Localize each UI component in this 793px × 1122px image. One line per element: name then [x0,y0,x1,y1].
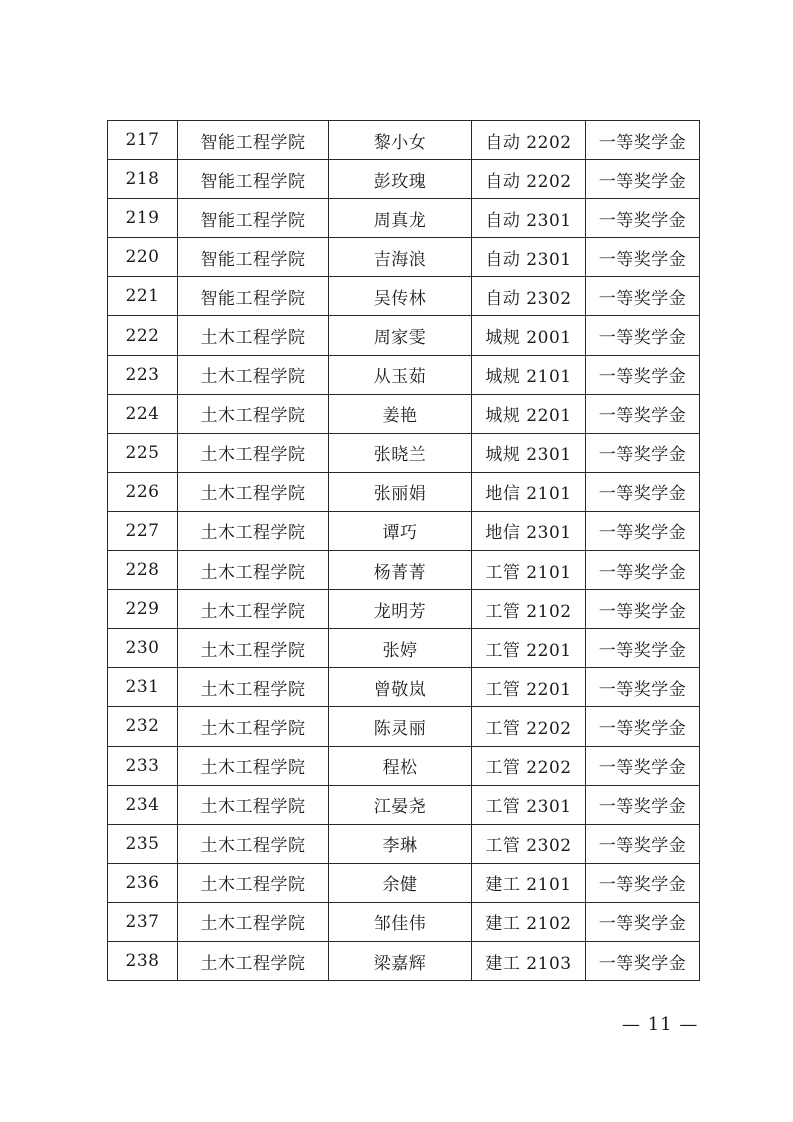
row-number-cell: 231 [108,668,178,707]
award-cell: 一等奖学金 [586,668,700,707]
student-name-cell: 姜艳 [329,394,472,433]
award-cell: 一等奖学金 [586,785,700,824]
award-cell: 一等奖学金 [586,551,700,590]
student-name-cell: 从玉茹 [329,355,472,394]
student-name-cell: 陈灵丽 [329,707,472,746]
class-cell: 工管 2101 [472,551,586,590]
student-name-cell: 江晏尧 [329,785,472,824]
class-cell: 工管 2202 [472,707,586,746]
college-cell: 土木工程学院 [178,472,329,511]
scholarship-list-table [107,120,700,981]
award-cell: 一等奖学金 [586,316,700,355]
row-number-cell: 225 [108,433,178,472]
row-number-cell: 238 [108,941,178,980]
college-cell: 土木工程学院 [178,629,329,668]
award-cell: 一等奖学金 [586,863,700,902]
row-number-cell: 220 [108,238,178,277]
table-row [108,277,700,316]
student-name-cell: 程松 [329,746,472,785]
college-cell: 土木工程学院 [178,902,329,941]
row-number-cell: 235 [108,824,178,863]
student-name-cell: 张丽娟 [329,472,472,511]
class-cell: 地信 2101 [472,472,586,511]
college-cell: 土木工程学院 [178,707,329,746]
row-number-cell: 218 [108,160,178,199]
college-cell: 土木工程学院 [178,746,329,785]
student-name-cell: 龙明芳 [329,590,472,629]
student-name-cell: 李琳 [329,824,472,863]
student-name-cell: 周家雯 [329,316,472,355]
college-cell: 土木工程学院 [178,941,329,980]
table-row [108,472,700,511]
college-cell: 土木工程学院 [178,590,329,629]
student-name-cell: 张婷 [329,629,472,668]
row-number-cell: 226 [108,472,178,511]
class-cell: 工管 2302 [472,824,586,863]
table-row [108,394,700,433]
table-row [108,511,700,550]
table-row [108,902,700,941]
college-cell: 智能工程学院 [178,277,329,316]
award-cell: 一等奖学金 [586,511,700,550]
award-cell: 一等奖学金 [586,941,700,980]
award-cell: 一等奖学金 [586,472,700,511]
class-cell: 工管 2102 [472,590,586,629]
student-name-cell: 余健 [329,863,472,902]
table-row [108,355,700,394]
student-name-cell: 曾敬岚 [329,668,472,707]
row-number-cell: 229 [108,590,178,629]
row-number-cell: 237 [108,902,178,941]
table-body [108,121,700,981]
row-number-cell: 234 [108,785,178,824]
table-row [108,707,700,746]
award-cell: 一等奖学金 [586,707,700,746]
award-cell: 一等奖学金 [586,824,700,863]
table-row [108,551,700,590]
table-row [108,668,700,707]
college-cell: 土木工程学院 [178,824,329,863]
award-cell: 一等奖学金 [586,394,700,433]
row-number-cell: 232 [108,707,178,746]
row-number-cell: 224 [108,394,178,433]
table-row [108,941,700,980]
table-row [108,785,700,824]
student-name-cell: 吴传林 [329,277,472,316]
page-number: — 11 — [622,1014,699,1035]
college-cell: 土木工程学院 [178,863,329,902]
college-cell: 土木工程学院 [178,394,329,433]
class-cell: 建工 2101 [472,863,586,902]
college-cell: 智能工程学院 [178,160,329,199]
award-cell: 一等奖学金 [586,902,700,941]
row-number-cell: 230 [108,629,178,668]
class-cell: 建工 2103 [472,941,586,980]
table-row [108,121,700,160]
class-cell: 城规 2201 [472,394,586,433]
row-number-cell: 233 [108,746,178,785]
class-cell: 自动 2301 [472,238,586,277]
class-cell: 地信 2301 [472,511,586,550]
class-cell: 自动 2301 [472,199,586,238]
student-name-cell: 彭玫瑰 [329,160,472,199]
college-cell: 智能工程学院 [178,121,329,160]
table-row [108,863,700,902]
award-cell: 一等奖学金 [586,355,700,394]
table-row [108,746,700,785]
award-cell: 一等奖学金 [586,277,700,316]
student-name-cell: 周真龙 [329,199,472,238]
table-row [108,238,700,277]
table-row [108,199,700,238]
college-cell: 土木工程学院 [178,668,329,707]
award-cell: 一等奖学金 [586,590,700,629]
class-cell: 建工 2102 [472,902,586,941]
award-cell: 一等奖学金 [586,629,700,668]
award-cell: 一等奖学金 [586,433,700,472]
award-cell: 一等奖学金 [586,160,700,199]
class-cell: 工管 2201 [472,668,586,707]
college-cell: 土木工程学院 [178,551,329,590]
row-number-cell: 223 [108,355,178,394]
college-cell: 土木工程学院 [178,511,329,550]
award-cell: 一等奖学金 [586,746,700,785]
row-number-cell: 227 [108,511,178,550]
class-cell: 城规 2001 [472,316,586,355]
college-cell: 智能工程学院 [178,199,329,238]
row-number-cell: 219 [108,199,178,238]
student-name-cell: 张晓兰 [329,433,472,472]
row-number-cell: 217 [108,121,178,160]
table-row [108,590,700,629]
table-row [108,160,700,199]
class-cell: 工管 2301 [472,785,586,824]
class-cell: 城规 2301 [472,433,586,472]
student-name-cell: 吉海浪 [329,238,472,277]
row-number-cell: 236 [108,863,178,902]
class-cell: 工管 2202 [472,746,586,785]
row-number-cell: 221 [108,277,178,316]
college-cell: 土木工程学院 [178,316,329,355]
award-cell: 一等奖学金 [586,121,700,160]
student-name-cell: 邹佳伟 [329,902,472,941]
student-name-cell: 梁嘉辉 [329,941,472,980]
table-row [108,629,700,668]
row-number-cell: 222 [108,316,178,355]
class-cell: 自动 2302 [472,277,586,316]
award-cell: 一等奖学金 [586,238,700,277]
class-cell: 自动 2202 [472,121,586,160]
college-cell: 土木工程学院 [178,355,329,394]
award-cell: 一等奖学金 [586,199,700,238]
college-cell: 智能工程学院 [178,238,329,277]
class-cell: 自动 2202 [472,160,586,199]
college-cell: 土木工程学院 [178,785,329,824]
table-row [108,824,700,863]
class-cell: 工管 2201 [472,629,586,668]
table-row [108,316,700,355]
student-name-cell: 黎小女 [329,121,472,160]
row-number-cell: 228 [108,551,178,590]
class-cell: 城规 2101 [472,355,586,394]
student-name-cell: 谭巧 [329,511,472,550]
college-cell: 土木工程学院 [178,433,329,472]
student-name-cell: 杨菁菁 [329,551,472,590]
table-row [108,433,700,472]
